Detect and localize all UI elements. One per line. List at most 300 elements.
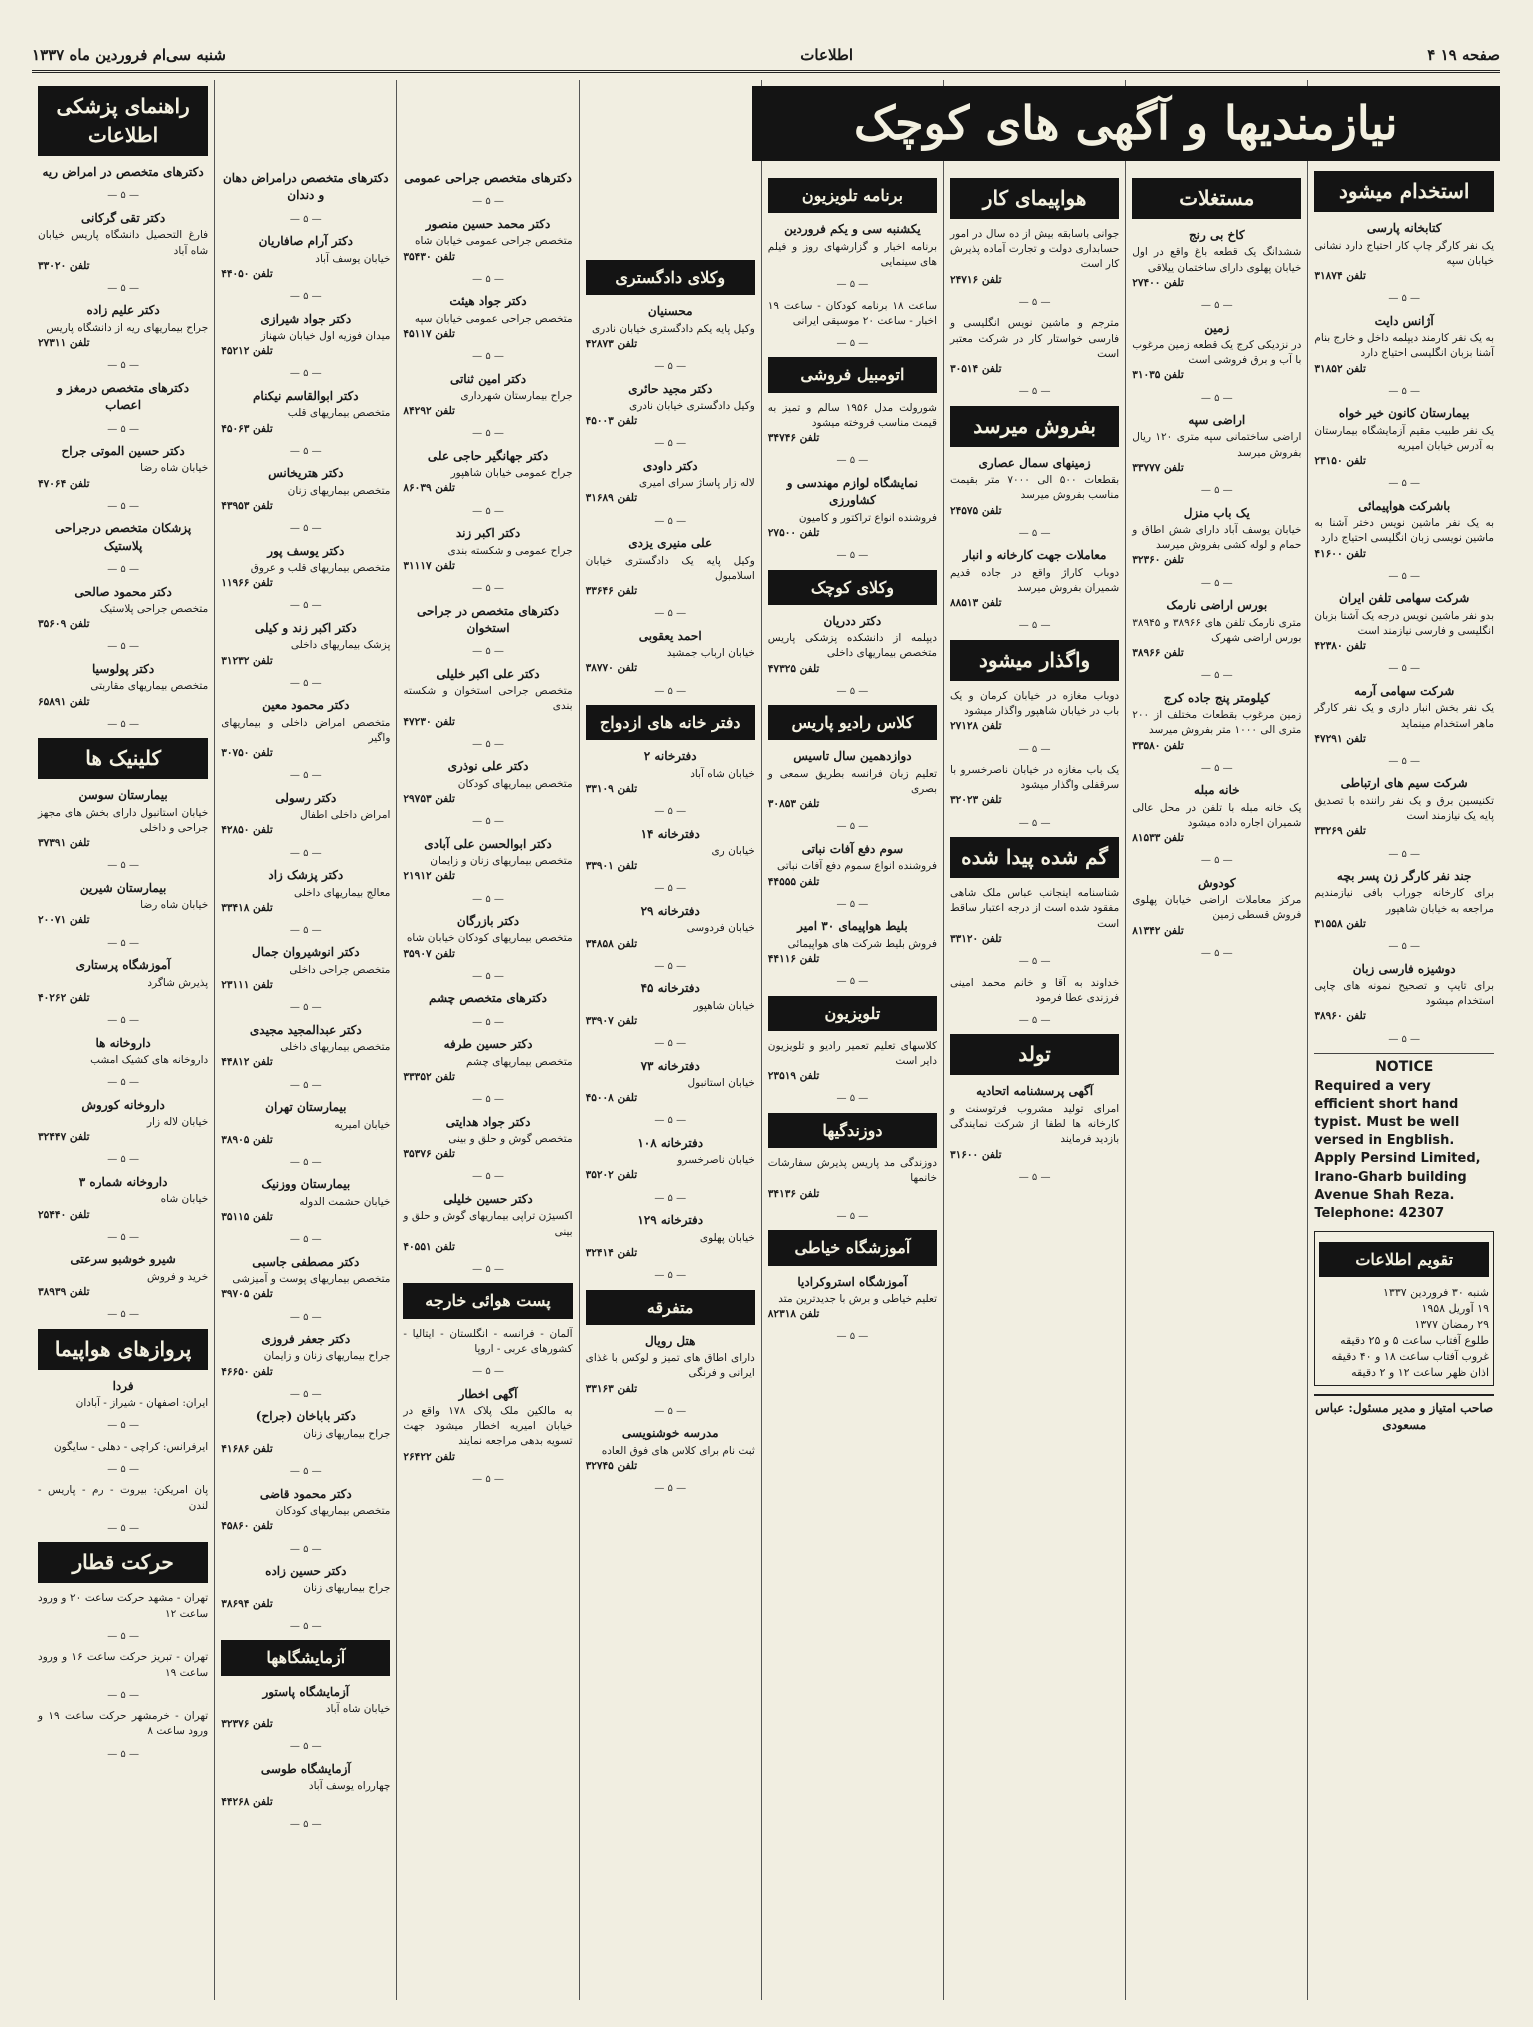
ad-item [768, 475, 937, 541]
ad-text: دوزندگی مد پاریس پذیرش سفارشات خانمها [767, 1157, 937, 1185]
ad-text: خیابان فردوسی [686, 922, 755, 935]
ad-item [221, 944, 390, 993]
section-banner: کلاس رادیو پاریس [768, 705, 937, 740]
ad-list [768, 1039, 937, 1107]
ad-separator: — ۵ — [1018, 1014, 1051, 1026]
ad-name: دکتر پزشک زاد [268, 868, 344, 883]
ad-item [1132, 875, 1301, 939]
ad-list [950, 886, 1119, 1028]
ad-separator: — ۵ — [472, 738, 504, 750]
section-banner: وکلای کوچک [768, 570, 937, 605]
page-date: شنبه سی‌ام فروردین ماه ۱۳۳۷ [32, 46, 226, 64]
ad-separator: — ۵ — [472, 970, 504, 982]
ad-name: دکتر اکبر زند و کیلی [254, 620, 357, 635]
ad-phone: تلفن ۳۵۶۰۹ [38, 618, 90, 631]
ad-text: خیابان شاه رضا [140, 462, 209, 475]
ad-separator: — ۵ — [289, 1620, 322, 1632]
ad-phone: تلفن ۴۴۲۶۸ [221, 1795, 273, 1808]
ad-text: دارای اطاق های تمیز و لوکس با غذای ایرانی و فرنگی [585, 1352, 755, 1380]
ad-item [950, 689, 1119, 735]
ad-name: دکتر محمود صالحی [74, 584, 172, 599]
ad-text: متخصص جراحی عمومی خیابان شاه [414, 235, 573, 248]
section-banner: هواپیمای کار [950, 178, 1119, 219]
ad-item [221, 1563, 390, 1612]
ad-separator: — ۵ — [1018, 386, 1051, 398]
ad-item [768, 1039, 937, 1085]
notice-tel: Telephone: 42307 [1314, 1206, 1445, 1222]
ad-text: داروخانه های کشیک امشب [90, 1053, 209, 1066]
page-number: صفحه ۱۹ ۴ [1427, 46, 1500, 64]
ad-item [1314, 868, 1494, 932]
ad-text: متخصص جراحی پلاستیک [99, 603, 209, 616]
columns [32, 80, 1500, 2000]
ad-separator: — ۵ — [289, 924, 322, 936]
ad-item [586, 381, 755, 430]
ad-text: متخصص بیماریهای داخلی [280, 1041, 391, 1054]
ad-separator: — ۵ — [472, 196, 504, 208]
ad-text: خیابان شاهپور [693, 999, 755, 1012]
ad-item [221, 388, 390, 437]
calendar-line: اذان ظهر ساعت ۱۲ و ۲ دقیقه [1351, 1366, 1489, 1380]
ad-text: فروشنده انواع سموم دفع آفات نباتی [776, 860, 937, 873]
ad-text: لاله زار پاساژ سرای امیری [638, 477, 755, 490]
ad-name: کودوش [1197, 875, 1236, 890]
ad-phone: تلفن ۸۴۲۹۲ [403, 405, 455, 418]
ad-name: دکتر انوشیروان جمال [252, 945, 360, 960]
ad-list [38, 1591, 208, 1762]
column-tv-cars [761, 80, 943, 2000]
ad-separator: — ۵ — [1200, 762, 1233, 774]
ad-text: خیابان ری [711, 844, 755, 857]
ad-separator: — ۵ — [836, 1093, 869, 1105]
ad-separator: — ۵ — [289, 847, 322, 859]
ad-name: دکتر عبدالمجید مجیدی [249, 1022, 362, 1037]
ad-item [221, 697, 390, 761]
ad-separator: — ۵ — [107, 1077, 139, 1089]
ad-phone: تلفن ۸۶۰۳۹ [403, 482, 455, 495]
ad-item [221, 1408, 390, 1457]
ad-phone: تلفن ۳۸۹۰۵ [221, 1133, 273, 1146]
ad-item [403, 1191, 572, 1255]
ad-list [768, 401, 937, 564]
ad-phone: تلفن ۳۲۴۱۴ [585, 1246, 638, 1259]
ad-text: وکیل پایه یک دادگستری خیابان اسلامبول [585, 554, 755, 582]
ad-name: دوشیزه فارسی زبان [1352, 961, 1456, 976]
ad-text: متخصص بیماریهای قلب [287, 407, 391, 420]
ad-item [38, 584, 208, 633]
ad-text: چهارراه یوسف آباد [308, 1780, 391, 1793]
ad-text: متخصص بیماریهای پوست و آمیزشی [232, 1273, 391, 1286]
ad-text: خیابان یوسف آباد دارای شش اطاق و حمام و لوله کشی بفروش میرسد [1132, 524, 1302, 552]
ad-separator: — ۵ — [1388, 293, 1421, 305]
ad-phone: تلفن ۳۵۴۳۰ [403, 250, 455, 263]
notice-text: Required a very efficient short hand typist. Must be well versed in Engblish. Apply Persind Limited, Irano-Gharb building Avenue Shah Reza. [1314, 1078, 1481, 1203]
ad-name: دکتر حسین طرفه [443, 1037, 533, 1052]
ad-item [221, 1486, 390, 1535]
ad-item [403, 170, 572, 187]
ad-text: جراح عمومی خیابان شاهپور [450, 467, 573, 480]
ad-item [1132, 597, 1301, 661]
title-spacer [403, 80, 572, 170]
ad-phone: تلفن ۳۴۸۵۸ [585, 937, 638, 950]
ad-text: تهران - تبریز حرکت ساعت ۱۶ و ورود ساعت ۱۹ [38, 1651, 209, 1679]
ad-name: دکتر تقی گرکانی [81, 210, 166, 225]
ad-text: زمین مرغوب بقطعات مختلف از ۲۰۰ متری الی ۱۰۰۰ متر بفروش میرسد [1132, 709, 1302, 737]
ad-phone: تلفن ۴۱۶۰۰ [1314, 547, 1366, 560]
ad-item [38, 1591, 208, 1621]
ad-phone: تلفن ۳۰۵۱۴ [950, 363, 1002, 376]
ad-separator: — ۵ — [654, 515, 687, 527]
ad-separator: — ۵ — [654, 1192, 687, 1204]
ad-name: دکتر ابوالقاسم نیکنام [253, 388, 359, 403]
ad-name: یکشنبه سی و یکم فروردین [784, 222, 921, 237]
ad-phone: تلفن ۳۵۹۰۷ [403, 947, 455, 960]
ad-text: ششدانگ یک قطعه باغ واقع در اول خیابان پهلوی دارای ساختمان ییلاقی [1132, 246, 1302, 274]
ad-name: اراضی سپه [1188, 413, 1246, 428]
ad-item [38, 787, 208, 851]
ad-item [38, 1097, 208, 1146]
ad-name: دکتر بازرگان [456, 914, 520, 929]
ad-phone: تلفن ۳۴۷۴۶ [767, 432, 820, 445]
ad-phone: تلفن ۲۳۱۱۱ [221, 979, 273, 992]
ad-item [221, 1331, 390, 1380]
ad-name: دکتر مجید حائری [628, 381, 713, 396]
ad-name: دکتر ابوالحسن علی آبادی [424, 836, 552, 851]
ad-item [221, 170, 390, 205]
section-banner: متفرقه [586, 1290, 755, 1325]
ad-item [38, 1483, 208, 1513]
ad-text: خیابان شاه رضا [140, 899, 209, 912]
ad-text: برای کارخانه جوراب بافی نیازمندیم مراجعه به خیابان شاهپور [1314, 887, 1494, 915]
ad-name: یک باب منزل [1183, 505, 1250, 520]
ad-text: ایران: اصفهان - شیراز - آبادان [75, 1397, 209, 1409]
ad-text: بقطعات ۵۰۰ الی ۷۰۰۰ متر بقیمت مناسب بفروش میرسد [950, 474, 1120, 502]
ad-phone: تلفن ۴۵۰۰۳ [585, 415, 638, 428]
ad-separator: — ۵ — [107, 1154, 139, 1166]
ad-separator: — ۵ — [654, 1115, 687, 1127]
ad-separator: — ۵ — [654, 1405, 687, 1417]
ad-text: تهران - خرمشهر حرکت ساعت ۱۹ و ورود ساعت ۸ [38, 1710, 209, 1738]
ad-separator: — ۵ — [289, 1156, 322, 1168]
ad-item [1314, 775, 1494, 839]
ad-text: در نزدیکی کرج یک قطعه زمین مرغوب با آب و برق فروشی است [1132, 338, 1302, 367]
ad-item [38, 1251, 208, 1300]
ad-separator: — ۵ — [107, 1015, 139, 1027]
ad-phone: تلفن ۳۸۹۶۰ [1314, 1010, 1366, 1023]
ad-item [586, 903, 755, 952]
ad-text: جوانی باسابقه بیش از ده سال در امور حسابداری دولت و تجارت آماده پذیرش کار است [950, 228, 1120, 271]
ad-text: خیابان استانبول [687, 1076, 755, 1089]
ad-separator: — ۵ — [836, 1210, 869, 1222]
ad-phone: تلفن ۳۳۱۶۳ [585, 1382, 638, 1395]
ad-text: مرکز معاملات اراضی خیابان پهلوی فروش قسطی زمین [1132, 894, 1302, 922]
ad-phone: تلفن ۳۴۱۳۶ [767, 1187, 820, 1200]
ad-separator: — ۵ — [107, 1522, 139, 1534]
ad-name: آموزشگاه استروکرادیا [797, 1274, 908, 1289]
ad-name: شرکت سهامی آرمه [1354, 683, 1455, 698]
ad-item [38, 443, 208, 492]
ad-item [221, 1099, 390, 1148]
ad-text: یک نفر بخش انبار داری و یک نفر کارگر ماهر استخدام مینماید [1314, 702, 1494, 730]
ad-name: باشرکت هواپیمائی [1358, 498, 1451, 513]
ad-separator: — ۵ — [836, 976, 869, 988]
ad-phone: تلفن ۳۳۳۵۲ [403, 1070, 455, 1083]
ad-item [38, 1440, 208, 1455]
section-banner: برنامه تلویزیون [768, 178, 937, 213]
ad-item [586, 1333, 755, 1397]
ad-separator: — ۵ — [107, 1309, 139, 1321]
ad-phone: تلفن ۳۳۷۷۷ [1132, 461, 1184, 474]
ad-separator: — ۵ — [472, 505, 504, 517]
ad-list [38, 164, 208, 732]
ad-separator: — ۵ — [654, 883, 687, 895]
ad-separator: — ۵ — [289, 1002, 322, 1014]
ad-separator: — ۵ — [836, 1331, 869, 1343]
ad-item [221, 1684, 390, 1733]
ad-phone: تلفن ۲۹۷۵۳ [403, 792, 455, 805]
calendar-line: غروب آفتاب ساعت ۱۸ و ۴۰ دقیقه [1331, 1350, 1489, 1364]
ad-name: دکتر باباخان (جراح) [255, 1409, 356, 1424]
ad-item [38, 520, 208, 555]
ad-item [221, 620, 390, 669]
ad-phone: تلفن ۳۳۱۰۹ [585, 782, 638, 795]
ad-name: دکتر محمود قاضی [259, 1486, 352, 1501]
ad-text: خیابان لاله زار [146, 1116, 209, 1129]
ad-separator: — ۵ — [472, 1263, 504, 1275]
ad-name: دفترخانه ۱۰۸ [637, 1135, 704, 1150]
ad-phone: تلفن ۳۸۶۹۴ [221, 1597, 273, 1610]
ad-item [403, 448, 572, 497]
ad-list [38, 1378, 208, 1537]
ad-name: دکتر علی نوذری [447, 759, 529, 774]
column-doctors [214, 80, 396, 2000]
ad-text: برنامه اخبار و گزارشهای روز و فیلم های سینمایی [767, 240, 937, 268]
ad-item [38, 957, 208, 1006]
ad-item [221, 790, 390, 839]
ad-name: معاملات جهت کارخانه و انبار [962, 548, 1107, 563]
column-real-estate [1125, 80, 1307, 2000]
ad-name: آگهی اخطار [458, 1386, 518, 1401]
ad-name: دکترهای متخصص درامراض دهان و دندان [222, 171, 389, 203]
ad-separator: — ۵ — [654, 361, 687, 373]
ad-separator: — ۵ — [289, 1234, 322, 1246]
ad-text: متخصص بیماریهای زنان و زایمان [430, 855, 573, 868]
ad-item [221, 1254, 390, 1303]
ad-phone: تلفن ۳۰۷۵۰ [221, 747, 273, 760]
ad-phone: تلفن ۲۴۷۱۶ [950, 273, 1002, 286]
ad-phone: تلفن ۶۵۸۹۱ [38, 695, 90, 708]
ad-phone: تلفن ۳۳۰۲۰ [38, 259, 90, 272]
ad-phone: تلفن ۳۹۷۰۵ [221, 1288, 273, 1301]
ad-phone: تلفن ۳۱۸۵۲ [1314, 362, 1366, 375]
ad-separator: — ۵ — [654, 1483, 687, 1495]
ad-phone: تلفن ۳۰۸۵۳ [767, 798, 820, 811]
ad-name: بیمارستان ووزنیک [261, 1177, 351, 1192]
ad-text: شناسنامه اینجانب عباس ملک شاهی مفقود شده است از درجه اعتبار ساقط است [950, 887, 1120, 930]
english-notice [1314, 1053, 1494, 1223]
ad-item [403, 758, 572, 807]
ad-list [950, 227, 1119, 400]
ad-separator: — ۵ — [107, 641, 139, 653]
ad-phone: تلفن ۳۲۳۷۶ [221, 1718, 273, 1731]
ad-separator: — ۵ — [289, 291, 322, 303]
ad-name: دکترهای متخصص درمغز و اعصاب [57, 380, 190, 413]
ad-item [38, 164, 208, 181]
ad-name: دکتر داودی [642, 458, 698, 473]
ad-item [403, 525, 572, 574]
ad-phone: تلفن ۳۳۴۱۸ [221, 901, 273, 914]
ad-list [403, 170, 572, 1277]
ad-text: خیابان شاه [160, 1193, 209, 1206]
ad-list [768, 1156, 937, 1224]
section-banner: استخدام میشود [1314, 171, 1494, 212]
ad-separator: — ۵ — [1388, 1033, 1421, 1045]
section-banner: بفروش میرسد [950, 406, 1119, 447]
ad-name: داروخانه ها [95, 1035, 151, 1050]
ad-separator: — ۵ — [654, 1270, 687, 1282]
ad-item [38, 1378, 208, 1412]
ad-item [221, 233, 390, 282]
medical-guide-banner: راهنمای پزشکی اطلاعات [38, 86, 208, 156]
ad-text: جراح بیماریهای زنان و زایمان [263, 1350, 391, 1363]
section-banner: واگذار میشود [950, 640, 1119, 681]
ad-name: کیلومتر پنج جاده کرج [1163, 690, 1270, 705]
ad-item [586, 1212, 755, 1261]
calendar-box [1314, 1231, 1494, 1386]
ad-name: کتابخانه پارسی [1366, 221, 1442, 236]
ad-phone: تلفن ۴۴۸۱۲ [221, 1056, 273, 1069]
ad-phone: تلفن ۳۳۹۰۷ [585, 1014, 638, 1027]
ad-separator: — ۵ — [107, 564, 139, 576]
ad-separator: — ۵ — [107, 1420, 139, 1432]
ad-phone: تلفن ۳۱۱۱۷ [403, 559, 455, 572]
ad-phone: تلفن ۳۲۰۲۳ [950, 794, 1002, 807]
ad-text: فروش بلیط شرکت های هواپیمائی [787, 937, 937, 950]
ad-item [950, 227, 1119, 288]
ad-name: دکتر جواد شیرازی [260, 311, 352, 326]
ad-item [403, 1036, 572, 1085]
ad-phone: تلفن ۳۸۹۳۹ [38, 1285, 90, 1298]
column-medical-guide [32, 80, 214, 2000]
ad-name: سوم دفع آفات نباتی [801, 841, 904, 856]
ad-text: دیپلمه از دانشکده پزشکی پاریس متخصص بیماریهای داخلی [767, 632, 937, 660]
ad-text: به یک نفر کارمند دیپلمه داخل و خارج بنام آشنا بزبان انگلیسی احتیاج دارد [1314, 332, 1494, 360]
ad-phone: تلفن ۴۵۸۶۰ [221, 1520, 273, 1533]
ad-separator: — ۵ — [654, 438, 687, 450]
ad-item [38, 380, 208, 415]
ad-text: متخصص جراحی عمومی خیابان سپه [414, 312, 573, 325]
ad-name: دفترخانه ۲۹ [640, 903, 700, 918]
ad-text: وکیل پایه یکم دادگستری خیابان نادری [591, 322, 755, 335]
ad-separator: — ۵ — [836, 898, 869, 910]
ad-text: جراح بیمارستان شهرداری [460, 389, 573, 402]
ad-separator: — ۵ — [472, 1094, 504, 1106]
ad-separator: — ۵ — [472, 816, 504, 828]
ad-text: متخصص امراض داخلی و بیماریهای واگیر [221, 716, 391, 744]
ad-item [1314, 683, 1494, 747]
ad-item [403, 913, 572, 962]
ad-phone: تلفن ۱۱۹۶۶ [221, 577, 273, 590]
ad-text: یک باب مغازه در خیابان ناصرخسرو با سرقفلی واگذار میشود [950, 764, 1120, 792]
ad-item [38, 880, 208, 929]
ad-text: خیابان پهلوی [699, 1231, 755, 1244]
ad-text: تعلیم زبان فرانسه بطریق سمعی و بصری [767, 767, 937, 796]
ad-separator: — ۵ — [289, 677, 322, 689]
ad-separator: — ۵ — [1018, 620, 1051, 632]
ad-list [768, 1274, 937, 1345]
ad-text: جراح بیماریهای ریه از دانشگاه پاریس [46, 321, 209, 334]
ad-item [586, 826, 755, 875]
ad-item [1132, 227, 1301, 291]
ad-separator: — ۵ — [472, 273, 504, 285]
ad-text: ایرفرانس: کراچی - دهلی - سایگون [53, 1440, 209, 1453]
ad-name: زمینهای سمال عصاری [978, 455, 1091, 470]
ad-item [1132, 690, 1301, 754]
section-banner: وکلای دادگستری [586, 260, 755, 295]
ad-item [586, 535, 755, 599]
ad-text: ساعت ۱۸ برنامه کودکان - ساعت ۱۹ اخبار - ساعت ۲۰ موسیقی ایرانی [767, 299, 937, 327]
ad-name: فردا [112, 1378, 134, 1393]
ad-text: خیابان امیریه [334, 1118, 391, 1131]
ad-text: به یک نفر ماشین نویس دختر آشنا به ماشین نویسی زبان انگلیسی احتیاج دارد [1314, 517, 1494, 545]
ad-phone: تلفن ۴۷۳۲۵ [767, 662, 820, 675]
ad-separator: — ۵ — [654, 608, 687, 620]
ad-text: مترجم و ماشین نویس انگلیسی و فارسی خواستار کار در شرکت معتبر است [950, 317, 1120, 360]
ad-phone: تلفن ۴۷۰۶۴ [38, 477, 90, 490]
ad-text: خیابان ناصرخسرو [677, 1154, 755, 1167]
ad-item [403, 990, 572, 1007]
ad-list [586, 748, 755, 1283]
ad-separator: — ۵ — [107, 860, 139, 872]
ad-text: یک نفر طبیب مقیم آزمایشگاه بیمارستان به آدرس خیابان امیریه [1314, 424, 1494, 452]
ad-name: مدرسه خوشنویسی [621, 1426, 719, 1441]
ad-text: دوباب مغازه در خیابان کرمان و یک باب در خیابان شاهپور واگذار میشود [950, 689, 1120, 718]
ad-text: خداوند به آقا و خانم محمد امینی فرزندی عطا فرمود [950, 976, 1120, 1004]
ad-phone: تلفن ۳۱۶۸۹ [585, 492, 638, 505]
ad-separator: — ۵ — [107, 1748, 139, 1760]
ad-name: دکتر جواد هدایتی [445, 1114, 531, 1129]
ad-phone: تلفن ۴۵۱۱۷ [403, 327, 455, 340]
ad-name: دکتر حسین زاده [265, 1564, 347, 1579]
paper-name: اطلاعات [800, 46, 853, 64]
ad-item [221, 311, 390, 360]
ad-separator: — ۵ — [107, 1630, 139, 1642]
ad-phone: تلفن ۴۷۲۳۰ [403, 715, 455, 728]
ad-item [950, 547, 1119, 611]
ad-text: پزشک بیماریهای داخلی [290, 639, 391, 652]
ad-name: احمد یعقوبی [638, 628, 702, 643]
section-banner: اتومبیل فروشی [768, 357, 937, 392]
ad-item [768, 401, 937, 447]
publisher-signature: صاحب امتیاز و مدیر مسئول: عباس مسعودی [1314, 1394, 1494, 1435]
ad-phone: تلفن ۳۵۱۱۵ [221, 1211, 273, 1224]
ad-text: متخصص بیماریهای کودکان [457, 777, 573, 790]
ad-separator: — ۵ — [472, 351, 504, 363]
ad-name: بیمارستان شیرین [79, 880, 167, 895]
ad-item [221, 1022, 390, 1071]
ad-phone: تلفن ۴۵۲۱۲ [221, 345, 273, 358]
ad-separator: — ۵ — [472, 1016, 504, 1028]
ad-separator: — ۵ — [289, 770, 322, 782]
ad-separator: — ۵ — [289, 213, 322, 225]
ad-phone: تلفن ۲۷۱۲۸ [950, 720, 1002, 733]
ad-separator: — ۵ — [836, 550, 869, 562]
ad-name: دکتر پولوسیا [92, 661, 155, 676]
ad-phone: تلفن ۲۷۴۰۰ [1132, 276, 1184, 289]
section-banner: حرکت قطار [38, 1542, 208, 1583]
ad-separator: — ۵ — [107, 360, 139, 372]
ad-separator: — ۵ — [1200, 485, 1233, 497]
